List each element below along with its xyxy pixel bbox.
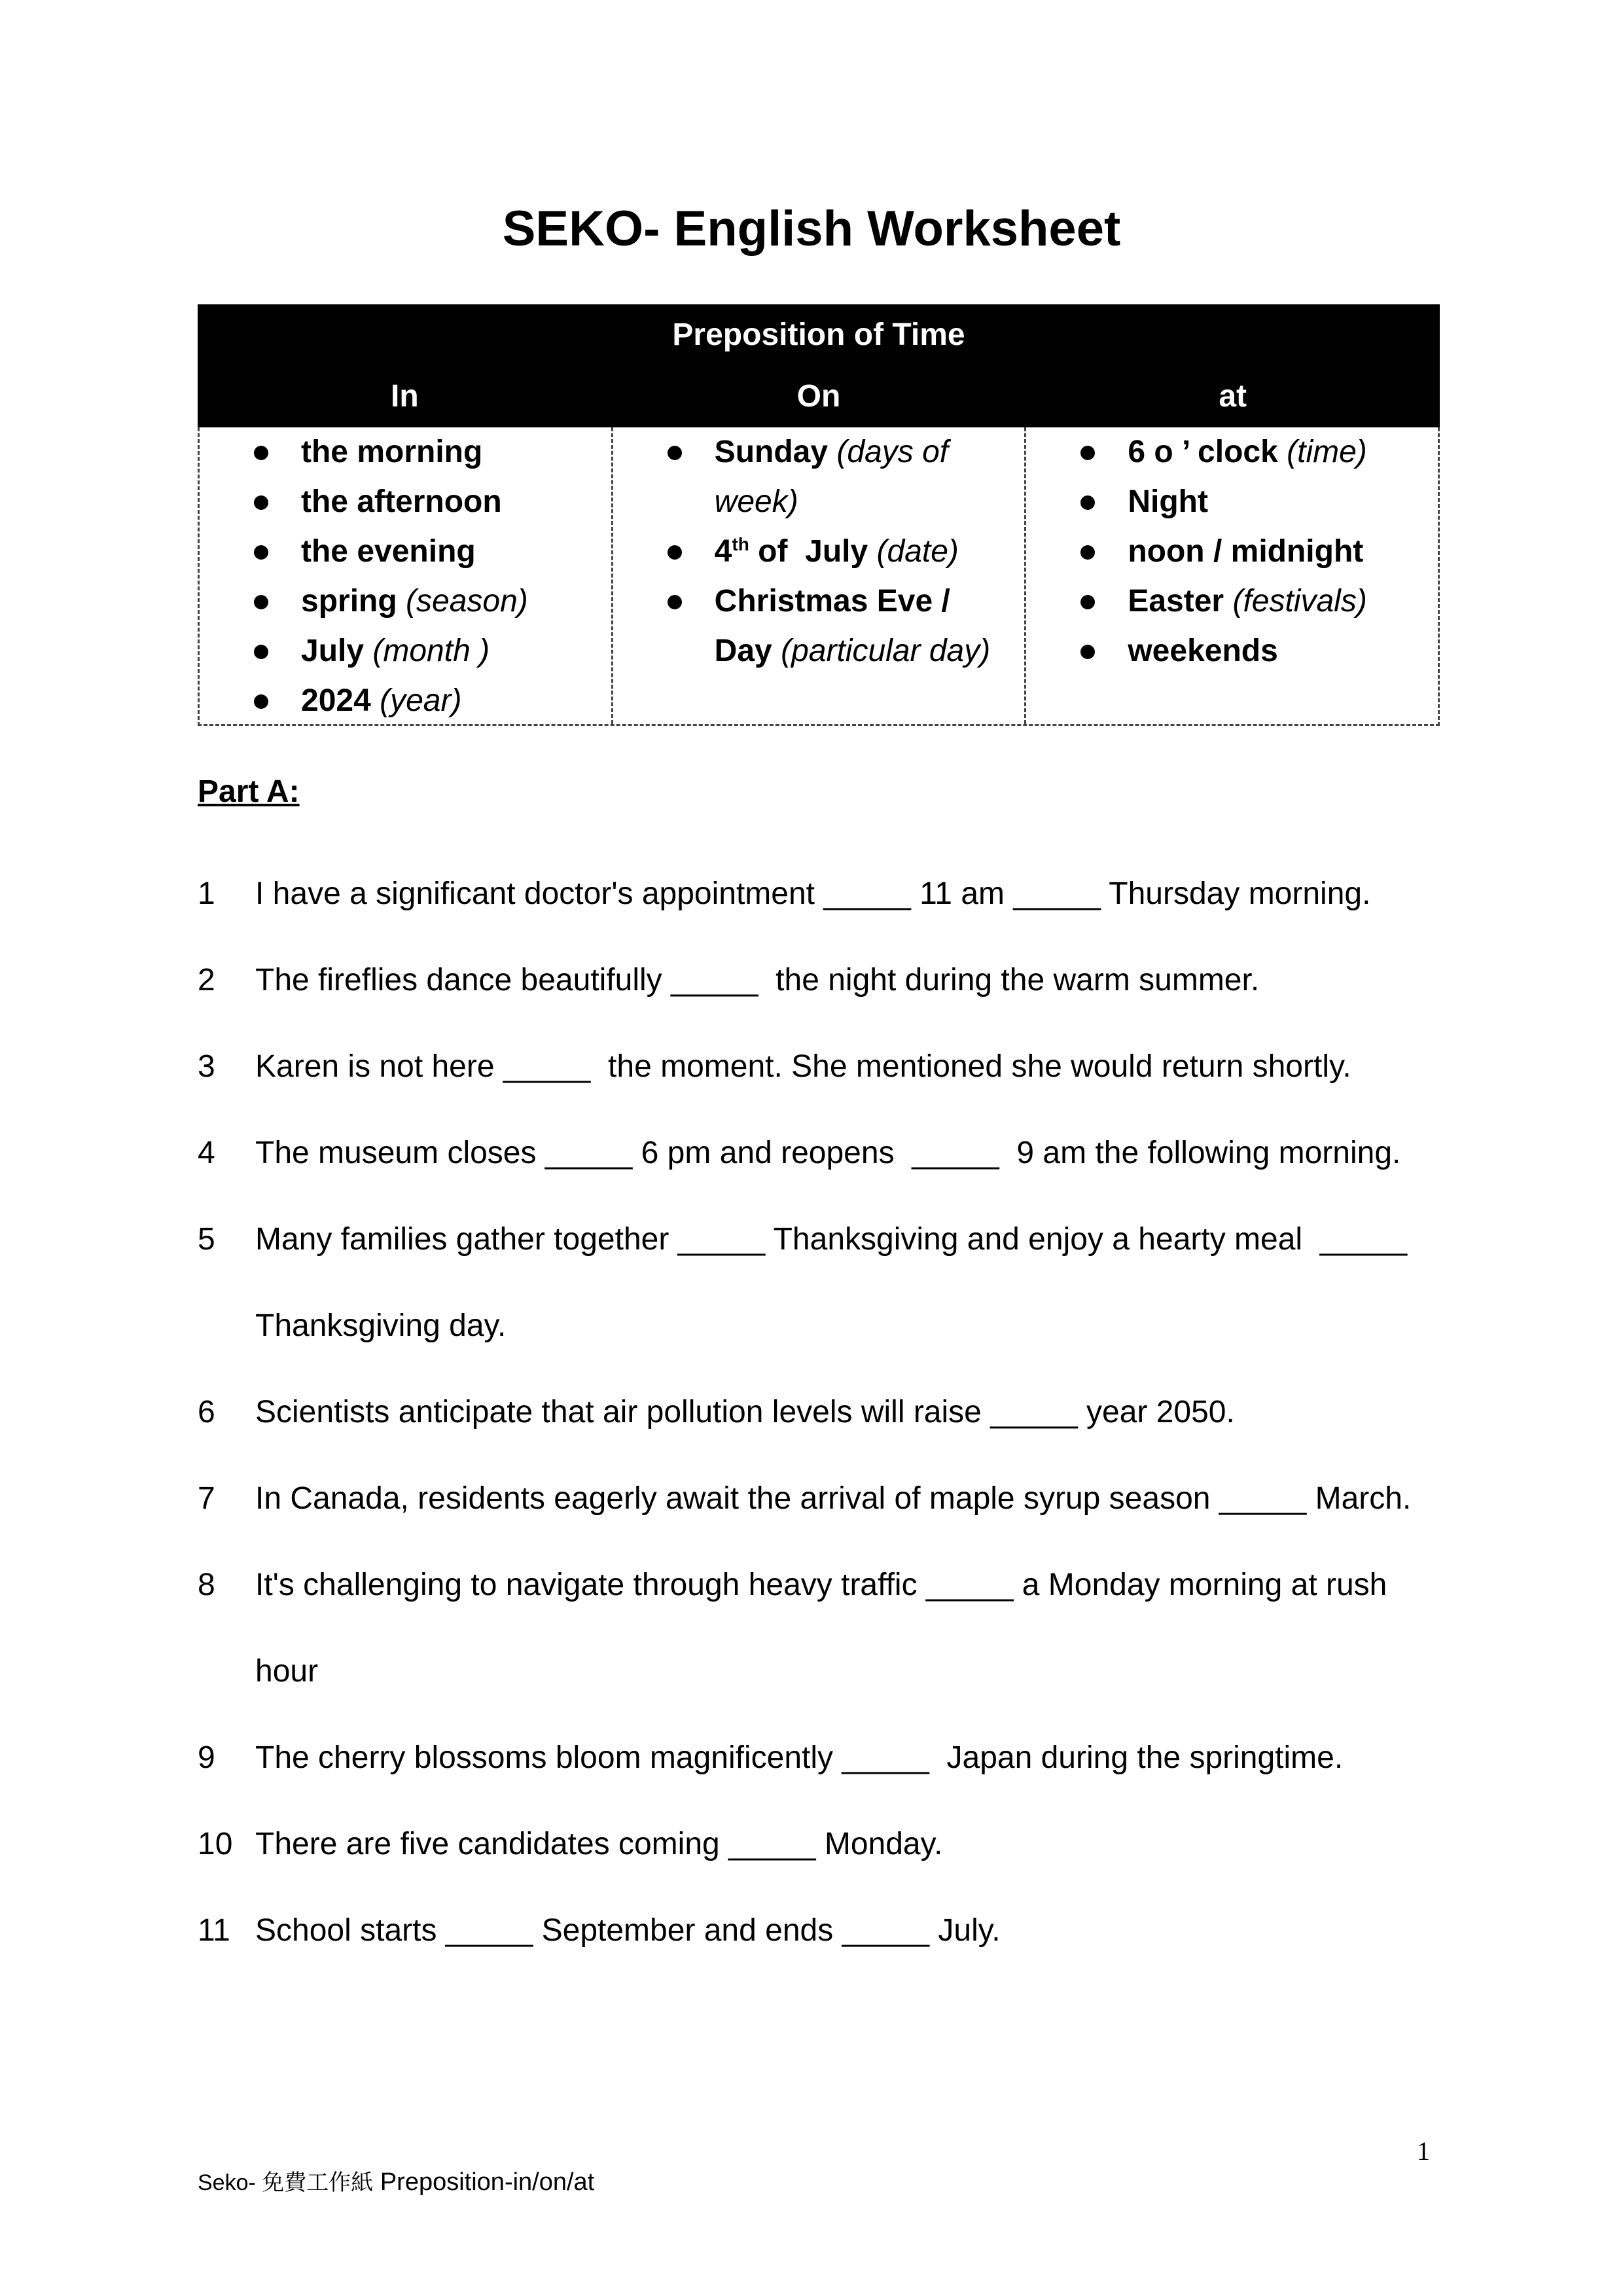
page-number: 1 bbox=[1417, 2136, 1430, 2166]
question-8: 8 It's challenging to navigate through heavy traffic _____ a Monday morning at rush hour bbox=[198, 1568, 1387, 1689]
question-4: 4 The museum closes _____ 6 pm and reopens _____ 9 am the following morning. bbox=[198, 1136, 1401, 1170]
list-item: the morning bbox=[252, 427, 598, 477]
list-item: spring (season) bbox=[252, 577, 598, 626]
question-11: 11 School starts _____ September and ends _____ July. bbox=[198, 1913, 1001, 1948]
question-6: 6 Scientists anticipate that air pollution levels will raise _____ year 2050. bbox=[198, 1395, 1235, 1429]
table-header bbox=[198, 304, 1440, 427]
list-item: Sunday (days of week) bbox=[666, 427, 1012, 527]
column-in bbox=[200, 427, 611, 724]
list-item: 6 o ’ clock (time) bbox=[1079, 427, 1425, 477]
table-body bbox=[198, 427, 1440, 726]
column-header-in: In bbox=[391, 379, 419, 414]
question-3: 3 Karen is not here _____ the moment. She mentioned she would return shortly. bbox=[198, 1049, 1351, 1084]
preposition-table bbox=[198, 304, 1440, 726]
list-item: July (month ) bbox=[252, 626, 598, 676]
list-item: 2024 (year) bbox=[252, 676, 598, 726]
column-header-at: at bbox=[1219, 379, 1247, 414]
question-2: 2 The fireflies dance beautifully _____ the night during the warm summer. bbox=[198, 963, 1260, 997]
question-9: 9 The cherry blossoms bloom magnificently _____ Japan during the springtime. bbox=[198, 1740, 1344, 1775]
list-item: Night bbox=[1079, 477, 1425, 527]
question-10: 10 There are five candidates coming _____ Monday. bbox=[198, 1827, 943, 1861]
column-at bbox=[1024, 427, 1438, 724]
footer bbox=[198, 2164, 594, 2201]
list-item: the afternoon bbox=[252, 477, 598, 527]
list-item: the evening bbox=[252, 527, 598, 577]
list-item: Easter (festivals) bbox=[1079, 577, 1425, 626]
worksheet-title: SEKO- English Worksheet bbox=[502, 201, 1121, 257]
question-1: 1 I have a significant doctor's appointment _____ 11 am _____ Thursday morning. bbox=[198, 876, 1371, 911]
list-item: noon / midnight bbox=[1079, 527, 1425, 577]
column-on bbox=[611, 427, 1025, 724]
table-title: Preposition of Time bbox=[672, 317, 965, 352]
footer-brand: Seko- 免費工作紙 bbox=[198, 2170, 374, 2195]
part-a-heading: Part A: bbox=[198, 774, 300, 809]
column-header-on: On bbox=[796, 379, 841, 414]
list-item: weekends bbox=[1079, 626, 1425, 676]
question-5: 5 Many families gather together _____ Thanksgiving and enjoy a hearty meal _____ Thanksgiving day. bbox=[198, 1222, 1408, 1343]
list-item: Christmas Eve / Day (particular day) bbox=[666, 577, 1012, 676]
list-item: 4th of July (date) bbox=[666, 527, 1012, 577]
footer-topic: Preposition-in/on/at bbox=[380, 2168, 595, 2196]
question-7: 7 In Canada, residents eagerly await the arrival of maple syrup season _____ March. bbox=[198, 1481, 1412, 1516]
